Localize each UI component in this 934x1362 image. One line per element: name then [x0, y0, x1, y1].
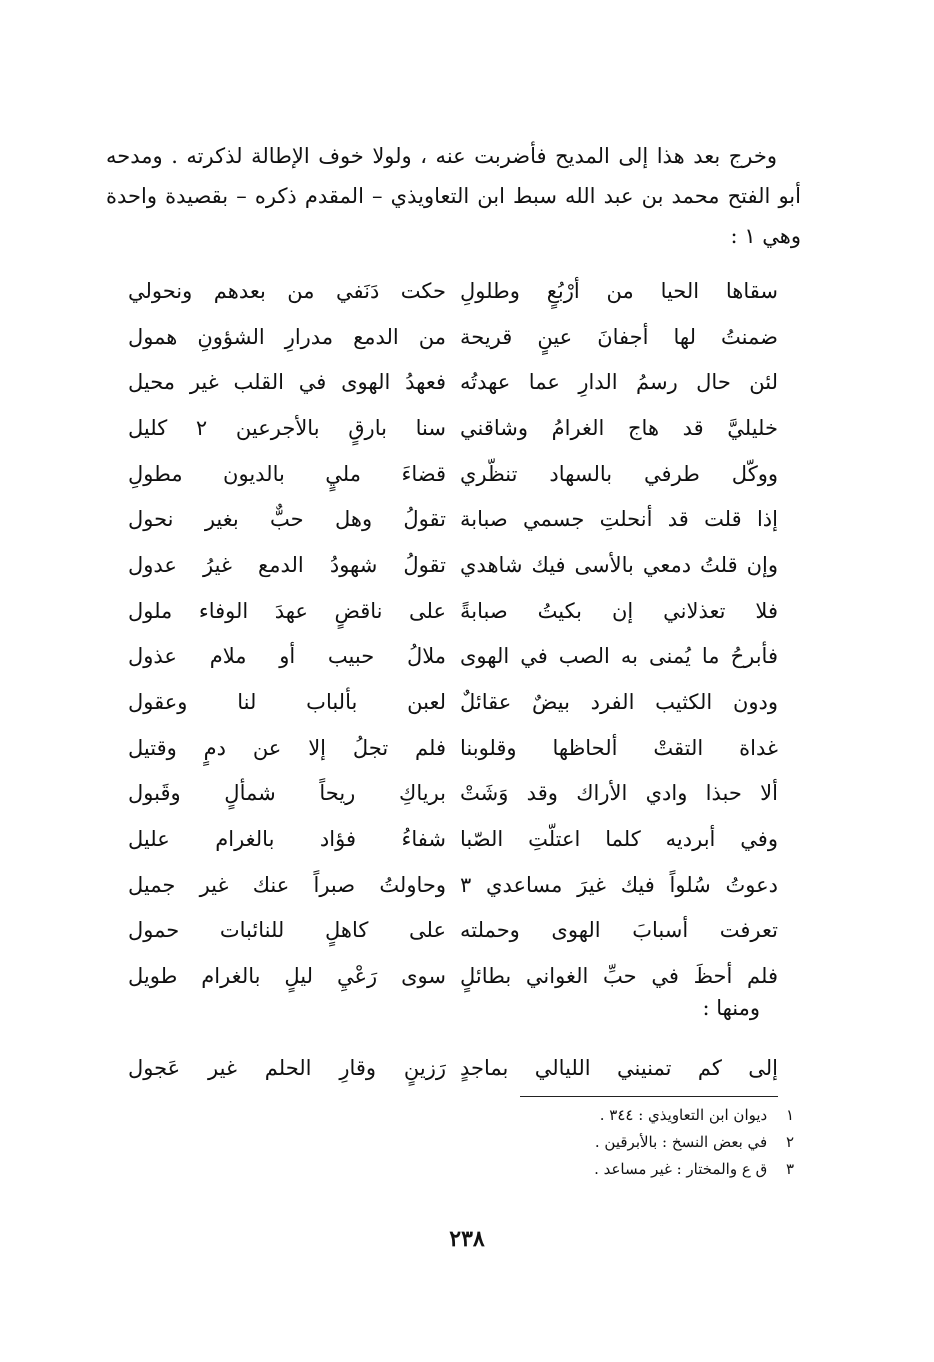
verse-first-hemistich: لئن حال رسمُ الدارِ عما عهدتُه [460, 370, 778, 395]
verse-line [128, 542, 778, 588]
verse-line [128, 771, 778, 817]
verse-first-hemistich: إلى كم تمنيني الليالي بماجدٍ [460, 1056, 778, 1080]
verse-second-hemistich: سنا بارقٍ بالأجرعين ٢ كليل [128, 415, 446, 440]
verse-second-hemistich: حكت دَنَفي من بعدهم ونحولي [128, 278, 446, 303]
verse-line [128, 451, 778, 497]
verse-second-hemistich: فعهدُ الهوى في القلب غير محيل [128, 370, 446, 395]
verse-line [128, 725, 778, 771]
verse-line [128, 816, 778, 862]
verse-second-hemistich: وحاولتُ صبراً عنك غير جميل [128, 872, 446, 897]
verse-second-hemistich: على كاهلٍ للنائبات حمول [128, 918, 446, 943]
footnote-text: ديوان ابن التعاويذي : ٣٤٤ . [599, 1106, 768, 1124]
verse-second-hemistich: شفاءُ فؤاد بالغرام عليل [128, 827, 446, 852]
verse-line [128, 953, 778, 999]
verse-first-hemistich: ضمنتُ لها أجفانَ عينٍ قريحة [460, 324, 778, 349]
verse-second-hemistich: فلم تجلُ إلا عن دمٍ وقتيل [128, 735, 446, 760]
verse-line [128, 634, 778, 680]
verse-line [128, 588, 778, 634]
verse-first-hemistich: فلم أحظَ في حبِّ الغواني بطائلٍ [460, 964, 778, 989]
footnote-number: ١ [785, 1106, 794, 1124]
verse-second-hemistich: ملالُ حبيب أو ملام عذول [128, 644, 446, 669]
verse-second-hemistich: من الدمع مدرارِ الشؤونِ همول [128, 324, 446, 349]
verse-first-hemistich: فلا تعذلاني إن بكيتُ صبابةً [460, 598, 778, 623]
verse-first-hemistich: وإن قلتُ دمعي بالأسى فيك شاهدي [460, 552, 778, 577]
verse-second-hemistich: على ناقضٍ عهدَ الوفاء ملول [128, 598, 446, 623]
verse-second-hemistich: تقولُ وهل حبٌّ بغير نحول [128, 507, 446, 532]
verse-first-hemistich: وفي أبرديه كلما اعتلّتِ الصّبا [460, 827, 778, 852]
verse-first-hemistich: فأبرحُ ما يُمنى به الصب في الهوى [460, 644, 778, 669]
verse-first-hemistich: إذا قلت قد أنحلتِ جسمي صبابة [460, 507, 778, 532]
verse-line [128, 268, 778, 314]
verse-line [128, 405, 778, 451]
verse-first-hemistich: ألا حبذا وادي الأراك وقد وَشَتْ [460, 781, 778, 806]
verse-second-hemistich: لعبن بألباب لنا وعقول [128, 690, 446, 715]
verse-second-hemistich: تقولُ شهودُ الدمع غيرُ عدول [128, 552, 446, 577]
footnote-item [594, 1156, 794, 1183]
verse-first-hemistich: غداة التقتْ ألحاظها وقلوبنا [460, 735, 778, 760]
verse-second-hemistich: رَزينٍ وقارِ الحلم غير عَجول [128, 1056, 446, 1080]
verse-line [128, 679, 778, 725]
footnote-divider [520, 1096, 778, 1097]
verse-line [128, 862, 778, 908]
verse-line [128, 496, 778, 542]
minha-label: ومنها : [702, 996, 760, 1020]
footnote-item [594, 1102, 794, 1129]
verse-line [128, 314, 778, 360]
verse-first-hemistich: ووكّل طرفي بالسهاد تنظّري [460, 461, 778, 486]
verse-first-hemistich: ودون الكثيب الفرد بيضٌ عقائلٌ [460, 690, 778, 715]
footnote-number: ٣ [785, 1160, 794, 1178]
verse-first-hemistich: خليليَّ قد هاج الغرامُ وشاقني [460, 415, 778, 440]
footnote-item [594, 1129, 794, 1156]
verse-line [128, 908, 778, 954]
verse-first-hemistich: دعوتُ سُلواً فيك غيرَ مساعدي ٣ [460, 872, 778, 897]
verse-line-last [128, 1046, 778, 1090]
verse-second-hemistich: قضاءَ مليٍ بالديون مطولِ [128, 461, 446, 486]
poem-verses [128, 268, 778, 999]
intro-prose [106, 136, 801, 256]
footnotes [594, 1102, 794, 1183]
footnote-number: ٢ [785, 1133, 794, 1151]
verse-second-hemistich: برياكِ ريحاً شمألٍ وقَبول [128, 781, 446, 806]
verse-second-hemistich: سوى رَعْيِ ليلٍ بالغرام طويل [128, 964, 446, 989]
verse-first-hemistich: سقاها الحيا من أرْبُعٍ وطلولِ [460, 278, 778, 303]
footnote-text: ق ع والمختار : غير مساعد . [594, 1160, 768, 1178]
verse-first-hemistich: تعرفت أسبابَ الهوى وحملته [460, 918, 778, 943]
page-number: ٢٣٨ [449, 1226, 485, 1252]
intro-paragraph: وخرج بعد هذا إلى المديح فأضربت عنه ، ولولا خوف الإطالة لذكرته . ومدحه أبو الفتح محمد بن عبد الله سبط ابن التعاويذي – المقدم ذكره – بقصيدة واحدة وهي ١ : [106, 144, 801, 248]
verse-line [128, 359, 778, 405]
footnote-text: في بعض النسخ : بالأبرقين . [594, 1133, 768, 1151]
